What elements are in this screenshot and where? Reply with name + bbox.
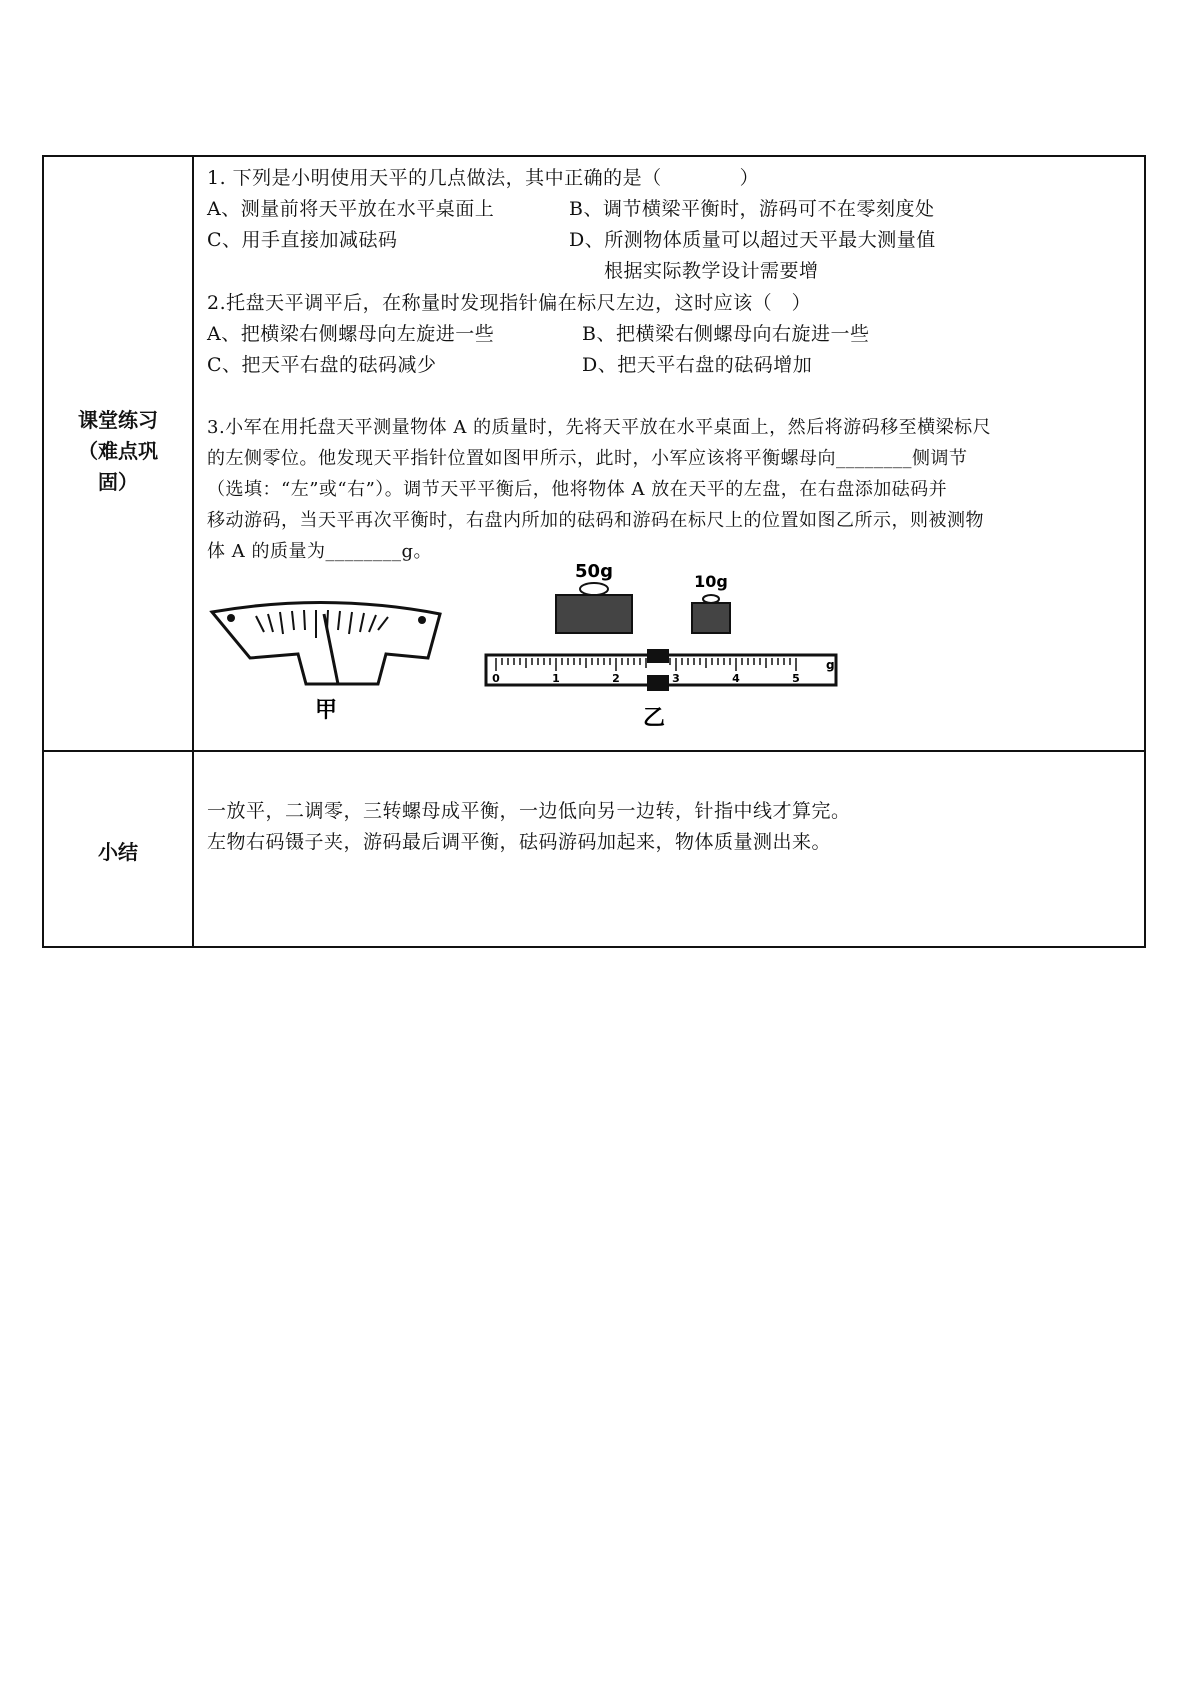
q3-line1: 3.小军在用托盘天平测量物体 A 的质量时，先将天平放在水平桌面上，然后将游码移至横梁标尺 — [207, 417, 992, 438]
scale-tick-label: 4 — [732, 672, 740, 685]
q3-line5: 体 A 的质量为________g。 — [207, 541, 432, 562]
summary-line1: 一放平，二调零，三转螺母成平衡，一边低向另一边转，针指中线才算完。 — [207, 800, 851, 822]
figure-yi — [474, 557, 914, 737]
q3-line4: 移动游码，当天平再次平衡时，右盘内所加的砝码和游码在标尺上的位置如图乙所示，则被测物 — [207, 510, 984, 531]
rider-window — [647, 663, 669, 675]
worksheet-table — [42, 155, 1146, 948]
scale-tick-label: 2 — [612, 672, 620, 685]
q2-option-a: A、把横梁右侧螺母向左旋进一些 — [207, 323, 495, 345]
caption-jia: 甲 — [314, 698, 338, 723]
scale-tick-label: 5 — [792, 672, 800, 685]
weight-50g — [556, 595, 632, 633]
q2-option-c: C、把天平右盘的砝码减少 — [207, 354, 437, 376]
summary-label: 小结 — [98, 840, 138, 864]
q2-stem: 2.托盘天平调平后，在称量时发现指针偏在标尺左边，这时应该（ ） — [207, 292, 812, 314]
q3-line2: 的左侧零位。他发现天平指针位置如图甲所示，此时，小军应该将平衡螺母向________侧调节 — [207, 448, 968, 469]
row-divider — [44, 750, 1144, 752]
q2-option-d: D、把天平右盘的砝码增加 — [582, 354, 813, 376]
practice-label-line3: 固） — [98, 470, 138, 494]
practice-label-line2: （难点巩 — [78, 439, 158, 463]
column-divider — [192, 157, 194, 946]
q1-stem: 1. 下列是小明使用天平的几点做法，其中正确的是（ ） — [207, 167, 760, 189]
scale-tick-label: 3 — [672, 672, 680, 685]
practice-label-line1: 课堂练习 — [78, 408, 158, 432]
weight-10g-knob — [703, 595, 719, 603]
weight-10g — [692, 603, 730, 633]
scale-unit: g — [826, 658, 835, 672]
practice-label — [44, 405, 192, 498]
dial-screw-left — [227, 614, 235, 622]
q1-option-d: D、所测物体质量可以超过天平最大测量值 — [569, 229, 936, 251]
weight-50g-label: 50g — [575, 561, 613, 582]
q1-option-b: B、调节横梁平衡时，游码可不在零刻度处 — [569, 198, 935, 220]
dial-outline — [212, 602, 440, 684]
figure-jia — [206, 592, 466, 732]
scale-tick-label: 1 — [552, 672, 560, 685]
dial-screw-right — [418, 616, 426, 624]
weight-10g-label: 10g — [694, 572, 728, 591]
summary-line2: 左物右码镊子夹，游码最后调平衡，砝码游码加起来，物体质量测出来。 — [207, 831, 832, 853]
caption-yi: 乙 — [642, 706, 666, 731]
q1-option-a: A、测量前将天平放在水平桌面上 — [207, 198, 495, 220]
q3-line3: （选填：“左”或“右”）。调节天平平衡后，他将物体 A 放在天平的左盘，在右盘添加砝码并 — [207, 479, 948, 500]
scale-tick-label: 0 — [492, 672, 500, 685]
q1-option-c: C、用手直接加减砝码 — [207, 229, 398, 251]
q2-option-b: B、把横梁右侧螺母向右旋进一些 — [582, 323, 870, 345]
q1-note: 根据实际教学设计需要增 — [604, 260, 819, 282]
weight-50g-knob — [580, 583, 608, 595]
